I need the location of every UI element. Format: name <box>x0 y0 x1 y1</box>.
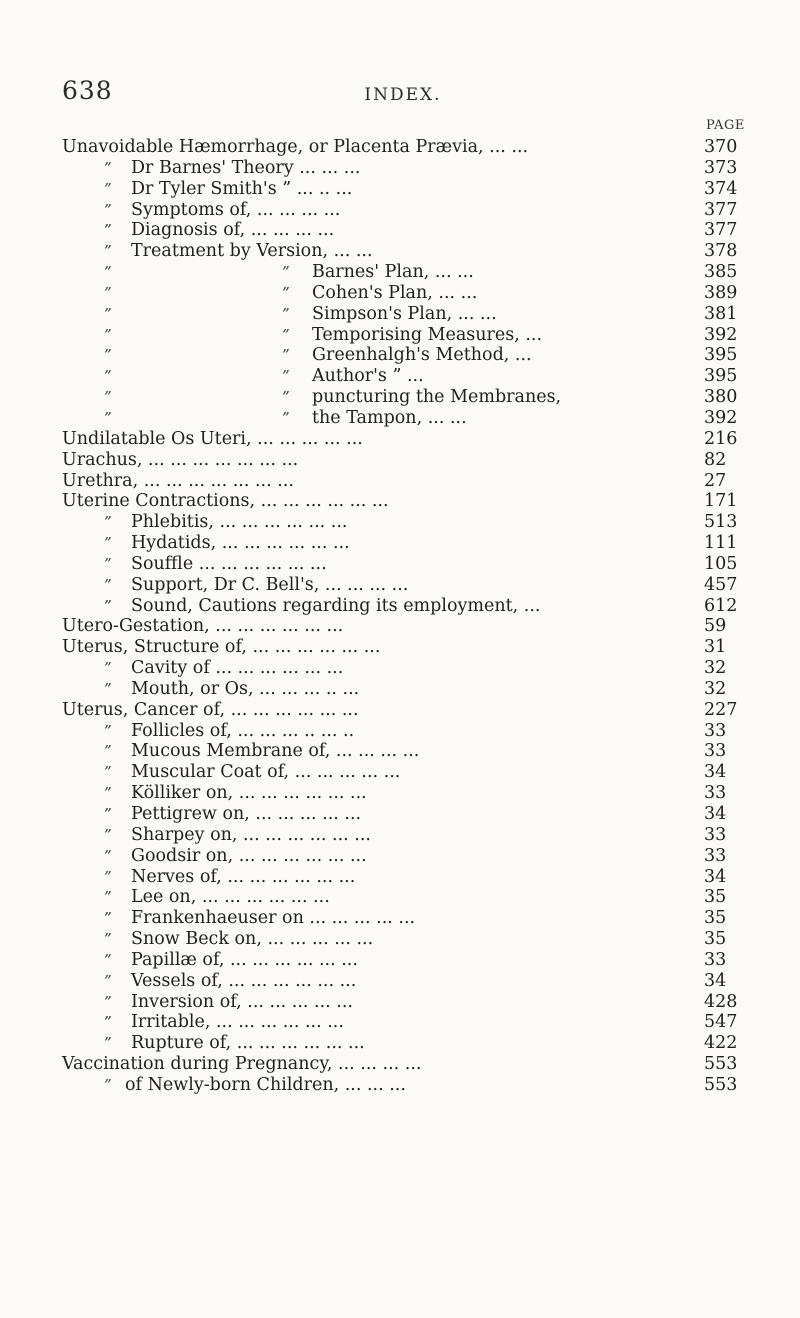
ditto-mark: ” <box>104 930 112 949</box>
entry-page-number: 32 <box>704 658 727 679</box>
entry-text: Lee on, ... ... ... ... ... ... <box>131 887 330 908</box>
entry-page-number: 32 <box>704 678 727 699</box>
ditto-mark: ” <box>104 846 112 865</box>
entry-text: Cavity of ... ... ... ... ... ... <box>131 658 344 679</box>
entry-page-number: 31 <box>704 637 727 658</box>
ditto-mark: ” <box>104 805 112 823</box>
entry-text: Sound, Cautions regarding its employment, ... <box>131 595 541 616</box>
entry-page-number: 105 <box>704 553 738 574</box>
entry-page-number: 389 <box>704 282 738 303</box>
ditto-mark: ” <box>282 325 290 344</box>
entry-text: Uterine Contractions, ... ... ... ... ... ... <box>62 491 389 512</box>
index-entry <box>0 929 800 950</box>
index-entry <box>0 575 800 596</box>
entry-text: Frankenhaeuser on ... ... ... ... ... <box>131 908 416 929</box>
entry-page-number: 553 <box>704 1074 738 1095</box>
entry-page-number: 27 <box>704 470 727 491</box>
ditto-mark: ” <box>104 888 112 907</box>
index-entry <box>0 200 800 221</box>
ditto-mark: ” <box>104 304 112 323</box>
ditto-mark: ” <box>104 971 112 990</box>
ditto-mark: ” <box>104 950 112 969</box>
index-entry <box>0 220 800 241</box>
index-entry <box>0 533 800 554</box>
entry-text: Goodsir on, ... ... ... ... ... ... <box>131 845 367 866</box>
entry-page-number: 34 <box>704 866 727 887</box>
entry-page-number: 422 <box>704 1033 738 1054</box>
entry-text: Muscular Coat of, ... ... ... ... ... <box>131 762 401 783</box>
entry-text: Mouth, or Os, ... ... ... .. ... <box>131 678 360 699</box>
index-entry <box>0 1012 800 1033</box>
entry-page-number: 457 <box>704 574 738 595</box>
index-entries <box>0 137 800 1096</box>
ditto-mark: ” <box>104 1034 112 1053</box>
entry-page-number: 35 <box>704 887 727 908</box>
ditto-mark: ” <box>104 221 112 240</box>
ditto-mark: ” <box>104 263 112 282</box>
ditto-mark: ” <box>104 721 112 740</box>
entry-page-number: 377 <box>704 220 738 241</box>
index-entry <box>0 825 800 846</box>
entry-page-number: 547 <box>704 1012 738 1033</box>
index-entry <box>0 971 800 992</box>
ditto-mark: ” <box>104 513 112 532</box>
entry-text: of Newly-born Children, ... ... ... <box>125 1074 406 1095</box>
entry-text: Support, Dr C. Bell's, ... ... ... ... <box>131 574 409 595</box>
entry-page-number: 378 <box>704 241 738 262</box>
entry-text: Treatment by Version, ... ... <box>131 241 373 262</box>
running-head: INDEX. <box>364 85 442 105</box>
ditto-mark: ” <box>104 742 112 761</box>
index-entry <box>0 721 800 742</box>
index-entry <box>0 762 800 783</box>
ditto-mark: ” <box>104 784 112 803</box>
index-entry <box>0 950 800 971</box>
index-entry <box>0 700 800 721</box>
index-entry <box>0 241 800 262</box>
index-entry <box>0 741 800 762</box>
index-entry <box>0 554 800 575</box>
index-entry <box>0 658 800 679</box>
entry-page-number: 34 <box>704 804 727 824</box>
entry-text: Nerves of, ... ... ... ... ... ... <box>131 866 356 887</box>
ditto-mark: ” <box>282 346 290 365</box>
entry-text: Greenhalgh's Method, ... <box>312 345 532 366</box>
ditto-mark: ” <box>104 763 112 782</box>
entry-page-number: 377 <box>704 199 738 220</box>
entry-page-number: 171 <box>704 491 738 512</box>
entry-page-number: 373 <box>704 157 738 178</box>
index-entry <box>0 887 800 908</box>
entry-page-number: 33 <box>704 824 727 845</box>
entry-text: Vaccination during Pregnancy, ... ... ... ... <box>62 1054 422 1075</box>
ditto-mark: ” <box>104 367 112 386</box>
entry-page-number: 513 <box>704 512 738 533</box>
index-entry <box>0 325 800 346</box>
entry-text: Barnes' Plan, ... ... <box>312 262 474 283</box>
entry-page-number: 392 <box>704 324 738 345</box>
entry-page-number: 111 <box>704 533 738 554</box>
entry-text: Snow Beck on, ... ... ... ... ... <box>131 929 374 950</box>
entry-page-number: 33 <box>704 783 727 804</box>
ditto-mark: ” <box>104 408 112 427</box>
entry-text: Uterus, Cancer of, ... ... ... ... ... ... <box>62 699 359 720</box>
index-entry <box>0 366 800 387</box>
entry-page-number: 370 <box>704 137 738 157</box>
entry-page-number: 35 <box>704 908 727 929</box>
entry-text: Irritable, ... ... ... ... ... ... <box>131 1012 344 1033</box>
ditto-mark: ” <box>104 388 112 407</box>
ditto-mark: ” <box>282 408 290 427</box>
entry-page-number: 385 <box>704 262 738 283</box>
ditto-mark: ” <box>282 367 290 386</box>
entry-text: the Tampon, ... ... <box>312 407 467 428</box>
entry-page-number: 33 <box>704 741 727 762</box>
index-entry <box>0 992 800 1013</box>
ditto-mark: ” <box>104 158 112 177</box>
index-entry <box>0 1054 800 1075</box>
index-entry <box>0 408 800 429</box>
entry-text: Dr Tyler Smith's ” ... .. ... <box>131 178 353 199</box>
ditto-mark: ” <box>104 346 112 365</box>
ditto-mark: ” <box>282 304 290 323</box>
ditto-mark: ” <box>104 325 112 344</box>
entry-text: Papillæ of, ... ... ... ... ... ... <box>131 949 358 970</box>
index-entry <box>0 387 800 408</box>
ditto-mark: ” <box>104 1075 112 1094</box>
entry-text: Mucous Membrane of, ... ... ... ... <box>131 741 420 762</box>
entry-text: Uterus, Structure of, ... ... ... ... ... ... <box>62 637 381 658</box>
entry-page-number: 395 <box>704 366 738 387</box>
entry-page-number: 374 <box>704 178 738 199</box>
entry-text: Dr Barnes' Theory ... ... ... <box>131 157 361 178</box>
index-entry <box>0 908 800 929</box>
index-entry <box>0 1075 800 1096</box>
entry-page-number: 395 <box>704 345 738 366</box>
index-entry <box>0 804 800 825</box>
entry-text: Utero-Gestation, ... ... ... ... ... ... <box>62 616 344 637</box>
entry-text: Temporising Measures, ... <box>312 324 543 345</box>
entry-page-number: 227 <box>704 699 738 720</box>
index-entry <box>0 846 800 867</box>
entry-text: Kölliker on, ... ... ... ... ... ... <box>131 783 367 804</box>
entry-page-number: 612 <box>704 595 738 616</box>
ditto-mark: ” <box>104 992 112 1011</box>
entry-text: Phlebitis, ... ... ... ... ... ... <box>131 512 348 533</box>
ditto-mark: ” <box>282 388 290 407</box>
index-entry <box>0 596 800 617</box>
entry-text: Unavoidable Hæmorrhage, or Placenta Prævia, ... ... <box>62 137 529 157</box>
entry-page-number: 216 <box>704 428 738 449</box>
entry-page-number: 428 <box>704 991 738 1012</box>
entry-page-number: 380 <box>704 387 738 408</box>
ditto-mark: ” <box>104 679 112 698</box>
index-entry <box>0 867 800 888</box>
entry-text: Follicles of, ... ... ... .. ... .. <box>131 720 355 741</box>
entry-text: puncturing the Membranes, <box>312 387 562 408</box>
entry-page-number: 33 <box>704 845 727 866</box>
ditto-mark: ” <box>282 263 290 282</box>
entry-page-number: 34 <box>704 970 727 991</box>
entry-text: Souffle ... ... ... ... ... ... <box>131 553 327 574</box>
ditto-mark: ” <box>104 659 112 678</box>
entry-page-number: 34 <box>704 762 727 783</box>
entry-text: Sharpey on, ... ... ... ... ... ... <box>131 824 371 845</box>
index-entry <box>0 262 800 283</box>
entry-page-number: 59 <box>704 616 727 637</box>
index-entry <box>0 179 800 200</box>
index-entry <box>0 1033 800 1054</box>
entry-text: Simpson's Plan, ... ... <box>312 303 497 324</box>
index-entry <box>0 471 800 492</box>
entry-text: Author's ” ... <box>312 366 424 387</box>
index-entry <box>0 679 800 700</box>
ditto-mark: ” <box>104 867 112 886</box>
entry-text: Vessels of, ... ... ... ... ... ... <box>131 970 357 991</box>
entry-text: Hydatids, ... ... ... ... ... ... <box>131 533 350 554</box>
ditto-mark: ” <box>282 283 290 302</box>
index-entry <box>0 450 800 471</box>
entry-text: Pettigrew on, ... ... ... ... ... <box>131 804 362 824</box>
index-entry <box>0 429 800 450</box>
index-entry <box>0 491 800 512</box>
entry-page-number: 82 <box>704 449 727 470</box>
page-column-label: PAGE <box>706 118 745 133</box>
index-entry <box>0 137 800 158</box>
page-number: 638 <box>62 76 113 105</box>
entry-text: Rupture of, ... ... ... ... ... ... <box>131 1033 365 1054</box>
entry-text: Urethra, ... ... ... ... ... ... ... <box>62 470 294 491</box>
ditto-mark: ” <box>104 825 112 844</box>
index-entry <box>0 637 800 658</box>
entry-page-number: 553 <box>704 1054 738 1075</box>
index-entry <box>0 783 800 804</box>
index-entry <box>0 304 800 325</box>
ditto-mark: ” <box>104 200 112 219</box>
index-entry <box>0 512 800 533</box>
index-entry <box>0 283 800 304</box>
ditto-mark: ” <box>104 596 112 615</box>
index-entry <box>0 158 800 179</box>
ditto-mark: ” <box>104 242 112 261</box>
ditto-mark: ” <box>104 575 112 594</box>
entry-text: Cohen's Plan, ... ... <box>312 282 478 303</box>
entry-text: Symptoms of, ... ... ... ... <box>131 199 341 220</box>
index-entry <box>0 345 800 366</box>
ditto-mark: ” <box>104 283 112 302</box>
ditto-mark: ” <box>104 1013 112 1032</box>
ditto-mark: ” <box>104 909 112 928</box>
entry-text: Diagnosis of, ... ... ... ... <box>131 220 335 241</box>
entry-page-number: 33 <box>704 720 727 741</box>
entry-page-number: 35 <box>704 929 727 950</box>
ditto-mark: ” <box>104 179 112 198</box>
entry-text: Undilatable Os Uteri, ... ... ... ... ... <box>62 428 363 449</box>
entry-page-number: 392 <box>704 407 738 428</box>
entry-page-number: 381 <box>704 303 738 324</box>
ditto-mark: ” <box>104 554 112 573</box>
index-entry <box>0 616 800 637</box>
entry-page-number: 33 <box>704 949 727 970</box>
entry-text: Inversion of, ... ... ... ... ... <box>131 991 353 1012</box>
ditto-mark: ” <box>104 534 112 553</box>
entry-text: Urachus, ... ... ... ... ... ... ... <box>62 449 299 470</box>
